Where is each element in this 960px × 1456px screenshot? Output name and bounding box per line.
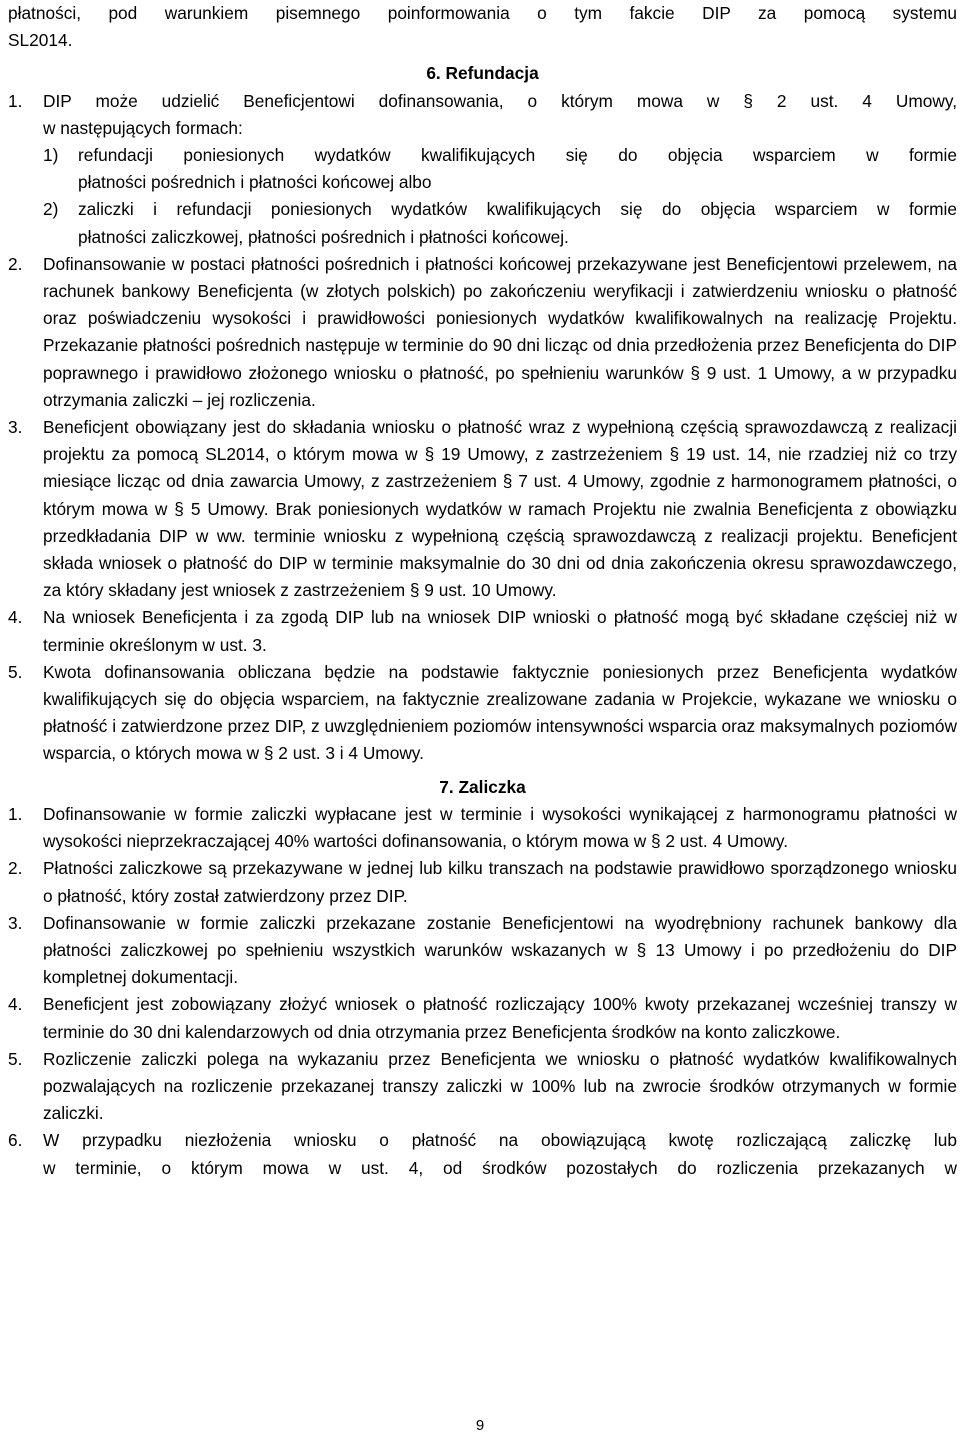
paragraph-text: Płatności zaliczkowe są przekazywane w jednej lub kilku transzach na podstawie prawidłowo sporządzonego wniosku o płatność, który został zatwierdzony przez DIP. [43, 858, 957, 906]
item-number: 5. [8, 1048, 23, 1069]
sub-item-line: zaliczki i refundacji poniesionych wydatków kwalifikujących się do objęcia wsparciem w formie [78, 199, 957, 220]
item-number: 4. [8, 994, 23, 1015]
section-6-paragraph-1 [8, 88, 957, 251]
intro-paragraph [8, 0, 957, 54]
item-number: 2. [8, 858, 23, 879]
intro-line-2: SL2014. [8, 30, 73, 51]
page-content [8, 0, 957, 1182]
sub-item-line: płatności pośrednich i płatności końcowej albo [78, 172, 432, 193]
item-number: 3. [8, 417, 23, 438]
intro-line-1: płatności, pod warunkiem pisemnego poinformowania o tym fakcie DIP za pomocą systemu [8, 3, 957, 23]
page-number: 9 [475, 1417, 485, 1434]
sub-item-line: refundacji poniesionych wydatków kwalifikujących się do objęcia wsparciem w formie [78, 145, 957, 166]
paragraph-text: Na wniosek Beneficjenta i za zgodą DIP lub na wniosek DIP wnioski o płatność mogą być składane częściej niż w terminie określonym w ust. 3. [43, 607, 957, 655]
sub-item-number: 2) [43, 199, 59, 220]
paragraph-text: Dofinansowanie w formie zaliczki przekazane zostanie Beneficjentowi na wyodrębniony rachunek bankowy dla płatności zaliczkowej po spełnieniu wszystkich warunków wskazanych w § 13 Umowy i po przedłożeniu do DIP kompletnej dokumentacji. [43, 912, 957, 988]
paragraph-text: Kwota dofinansowania obliczana będzie na podstawie faktycznie poniesionych przez Beneficjenta wydatków kwalifikujących się do objęcia wsparciem, na faktycznie zrealizowane zadania w Projekcie, wykazane we wniosku o płatność i zatwierdzone przez DIP, z uwzględnieniem poziomów intensywności wsparcia oraz maksymalnych poziomów wsparcia, o których mowa w § 2 ust. 3 i 4 Umowy. [43, 661, 957, 764]
paragraph-line: W przypadku niezłożenia wniosku o płatność na obowiązującą kwotę rozliczającą zaliczkę lub [43, 1130, 957, 1151]
paragraph-text: Dofinansowanie w formie zaliczki wypłacane jest w terminie i wysokości wynikającej z harmonogramu płatności w wysokości nieprzekraczającej 40% wartości dofinansowania, o którym mowa w § 2 ust. 4 Umowy. [43, 803, 957, 852]
section-7-heading: 7. Zaliczka [439, 776, 526, 797]
item-number: 5. [8, 661, 23, 682]
sub-item-line: płatności zaliczkowej, płatności pośrednich i płatności końcowej. [78, 226, 569, 247]
paragraph-line: DIP może udzielić Beneficjentowi dofinansowania, o którym mowa w § 2 ust. 4 Umowy, [43, 90, 957, 111]
section-7-paragraph-3 [8, 910, 957, 992]
section-7-paragraph-1 [8, 801, 957, 855]
section-7-paragraph-4 [8, 991, 957, 1045]
sub-item-number: 1) [43, 145, 59, 166]
section-6-heading: 6. Refundacja [426, 63, 539, 84]
paragraph-text: Beneficjent jest zobowiązany złożyć wniosek o płatność rozliczający 100% kwoty przekazanej wcześniej transzy w terminie do 30 dni kalendarzowych od dnia otrzymania przez Beneficjenta środków na konto zaliczkowe. [43, 994, 957, 1042]
paragraph-line: w terminie, o którym mowa w ust. 4, od środków pozostałych do rozliczenia przekazanych w [43, 1157, 957, 1178]
item-number: 3. [8, 912, 23, 933]
paragraph-text: Dofinansowanie w postaci płatności pośrednich i płatności końcowej przekazywane jest Beneficjentowi przelewem, na rachunek bankowy Beneficjenta (w złotych polskich) po zakończeniu weryfikacji i zatwierdzeniu wniosku o płatność oraz poświadczeniu wysokości i prawidłowości poniesionych wydatków kwalifikowalnych na realizację Projektu. Przekazanie płatności pośrednich następuje w terminie do 90 dni licząc od dnia przedłożenia przez Beneficjenta do DIP poprawnego i prawidłowo złożonego wniosku o płatność, po spełnieniu warunków § 9 ust. 1 Umowy, a w przypadku otrzymania zaliczki – jej rozliczenia. [43, 253, 957, 410]
section-6-paragraph-4 [8, 604, 957, 658]
paragraph-text: Rozliczenie zaliczki polega na wykazaniu przez Beneficjenta we wniosku o płatność wydatków kwalifikowalnych pozwalających na rozliczenie przekazanej transzy zaliczki w 100% lub na zwrocie środków otrzymanych w formie zaliczki. [43, 1048, 957, 1124]
sub-item-2 [43, 196, 957, 250]
section-6-paragraph-5 [8, 659, 957, 768]
paragraph-line: w następujących formach: [43, 117, 243, 138]
item-number: 1. [8, 90, 23, 111]
item-number: 1. [8, 803, 23, 824]
section-7-paragraph-2 [8, 855, 957, 909]
section-6-paragraph-3 [8, 414, 957, 604]
item-number: 2. [8, 253, 23, 274]
section-6-paragraph-2 [8, 251, 957, 414]
section-7-paragraph-6 [8, 1127, 957, 1181]
item-number: 4. [8, 607, 23, 628]
paragraph-text: Beneficjent obowiązany jest do składania wniosku o płatność wraz z wypełnioną częścią sprawozdawczą z realizacji projektu za pomocą SL2014, o którym mowa w § 19 Umowy, z zastrzeżeniem § 19 ust. 14, nie rzadziej niż co trzy miesiące licząc od dnia zawarcia Umowy, z zastrzeżeniem § 7 ust. 4 Umowy, zgodnie z harmonogramem płatności, o którym mowa w § 5 Umowy. Brak poniesionych wydatków w ramach Projektu nie zwalnia Beneficjenta z obowiązku przedkładania DIP w ww. terminie wniosku z wypełnioną częścią sprawozdawczą z realizacji projektu. Beneficjent składa wniosek o płatność do DIP w terminie maksymalnie do 30 dni od dnia zakończenia okresu sprawozdawczego, za który składany jest wniosek z zastrzeżeniem § 9 ust. 10 Umowy. [43, 417, 957, 601]
sub-item-1 [43, 142, 957, 196]
section-7-paragraph-5 [8, 1046, 957, 1128]
item-number: 6. [8, 1130, 23, 1151]
